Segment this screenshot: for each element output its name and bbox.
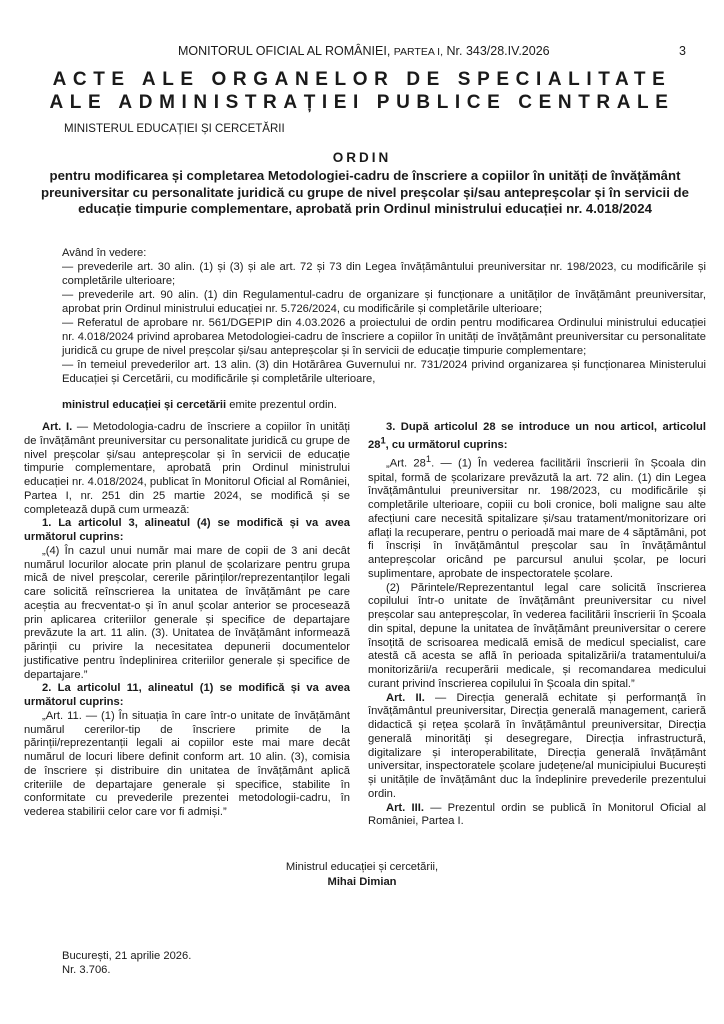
- preamble-intro: Având în vedere:: [62, 247, 147, 259]
- preamble-item: — prevederile art. 90 alin. (1) din Regulamentul-cadru de organizare și funcționare a unităților de învățământ preuniversitar, aprobat prin Ordinul ministrului educației nr. 5.726/2024, cu modificările și completările ulterioare;: [62, 289, 706, 315]
- preamble: [62, 246, 706, 386]
- article-2: Art. II. — Direcția generală echitate și performanță în învățământul preuniversitar, Direcția generală management, carieră didactică și rețea școlară în învățământul preuniversitar, Direcția generală minorități și desegregare, Direcția infrastructură, digitalizare și interoperabilitate, Direcția generală învățământ universitar, inspectoratele școlare județene/al municipiului București și unitățile de învățământ duc la îndeplinire prevederile prezentului ordin.: [368, 691, 706, 800]
- signatory-name: Mihai Dimian: [327, 876, 397, 888]
- signature-block: [0, 860, 724, 890]
- section-title-line-1: ACTE ALE ORGANELOR DE SPECIALITATE: [52, 69, 672, 90]
- issuing-ministry: MINISTERUL EDUCAȚIEI ȘI CERCETĂRII: [64, 123, 285, 135]
- point-1-heading: 1. La articolul 3, alineatul (4) se modifică și va avea următorul cuprins:: [24, 517, 350, 543]
- preamble-item: — în temeiul prevederilor art. 13 alin. (3) din Hotărârea Guvernului nr. 731/2024 privind organizarea și funcționarea Ministerului Educației și Cercetării, cu modificările și completările ulterioare,: [62, 359, 706, 385]
- order-number: Nr. 3.706.: [62, 964, 111, 976]
- right-column: [368, 421, 706, 829]
- gazette-title: MONITORUL OFICIAL AL ROMÂNIEI, PARTEA I, Nr. 343/28.IV.2026: [178, 44, 550, 58]
- point-2-heading: 2. La articolul 11, alineatul (1) se modifică și va avea următorul cuprins:: [24, 682, 350, 708]
- section-title-line-2: ALE ADMINISTRAȚIEI PUBLICE CENTRALE: [49, 92, 675, 113]
- left-column: [24, 421, 350, 820]
- place-date-block: [62, 949, 191, 977]
- point-1-text: „(4) În cazul unui număr mai mare de copii de 3 ani decât numărul locurilor alocate prin planul de școlarizare pentru grupa mică de nivel preșcolar, cererile părinților/reprezentanților legali care solicită reînscrierea la unitatea de învățământ pe care aceștia au frecventat-o și în anul școlar anterior se procesează prin aplicarea criteriilor generale și specifice de departajare prevăzute la art. 11 alin. (3). Unitatea de învățământ informează părinții cu privire la necesitatea depunerii documentelor justificative pentru îndeplinirea criteriilor generale și specifice de departajare.”: [24, 544, 350, 681]
- article-28-1-para-2: (2) Părintele/Reprezentantul legal care solicită înscrierea copilului într-o unitate de învățământ preuniversitar cu nivel preșcolar sau antepreșcolar, în vederea facilitării înscrierii în Școala din spital, depune la unitatea de învățământ preuniversitar o cerere însoțită de scrisoarea medicală emisă de medicul specialist, care atestă că acesta se află în perioada spitalizării/a tratamentului/a monitorizării/a recuperării medicale, și recomandarea medicului curant privind înscrierea copilului în Școala din spital.”: [368, 581, 706, 690]
- point-2-text: „Art. 11. — (1) În situația în care într-o unitate de învățământ numărul cererilor-tip de înscriere primite de la părinții/reprezentanții legali ai copiilor este mai mare decât numărul de locuri libere definit conform art. 10 alin. (3), comisia de înscriere și distribuire din unitatea de învățământ aplică criteriile de departajare generale și specifice, stabilite în conformitate cu prevederile prezentei metodologii-cadru, în vederea stabilirii celor care vor fi admiși.”: [24, 709, 350, 818]
- page-header: [0, 44, 724, 62]
- preamble-item: — Referatul de aprobare nr. 561/DGEPIP din 4.03.2026 a proiectului de ordin pentru modificarea Ordinului ministrului educației nr. 4.018/2024 privind aprobarea Metodologiei-cadru de înscriere a copiilor în unități de învățământ preuniversitar cu personalitate juridică cu grupe de nivel preșcolar și/sau antepreșcolar și în servicii de educație timpurie complementare;: [62, 317, 706, 357]
- emitter-line: ministrul educației și cercetării emite prezentul ordin.: [62, 399, 337, 411]
- order-title: pentru modificarea și completarea Metodologiei-cadru de înscriere a copiilor în unități de învățământ preuniversitar cu personalitate juridică cu grupe de nivel preșcolar și/sau antepreșcolar și în servicii de educație timpurie complementare, aprobată prin Ordinul ministrului educației nr. 4.018/2024: [41, 168, 689, 216]
- page-number: 3: [679, 44, 686, 58]
- point-3-heading: 3. După articolul 28 se introduce un nou articol, articolul $28^1$, cu următorul cuprins:: [368, 421, 706, 452]
- preamble-item: — prevederile art. 30 alin. (1) și (3) și ale art. 72 și 73 din Legea învățământului preuniversitar nr. 198/2023, cu modificările și completările ulterioare;: [62, 261, 706, 287]
- place-date: București, 21 aprilie 2026.: [62, 950, 192, 962]
- emitter-name: ministrul educației și cercetării: [62, 399, 227, 411]
- article-28-1: „Art. $28^1$. — (1) În vederea facilitării înscrierii în Școala din spital, formă de școlarizare prevăzută la art. 72 alin. (1) din Legea învățământului preuniversitar nr. 198/2023, cu modificările și completările ulterioare, copiii cu boli cronice, boli maligne sau alte afecțiuni care necesită spitalizare și/sau tratament/monitorizare ori aflați la recuperare, pentru o perioadă mai mare de 4 săptămâni, pot fi înscriși în învățământul preșcolar sau în învățământul antepreșcolar oricând pe parcursul anului școlar, pe locuri suplimentare, aprobate de inspectoratele școlare.: [368, 454, 706, 580]
- order-heading: ORDIN: [332, 150, 392, 165]
- article-1: Art. I. — Metodologia-cadru de înscriere a copiilor în unități de învățământ preuniversitar cu personalitate juridică cu grupe de nivel preșcolar și/sau antepreșcolar și în servicii de educație timpurie complementare, aprobată prin Ordinul ministrului educației nr. 4.018/2024, publicat în Monitorul Oficial al României, Partea I, nr. 251 din 25 martie 2024, se modifică și se completează după cum urmează:: [24, 421, 350, 516]
- article-3: Art. III. — Prezentul ordin se publică în Monitorul Oficial al României, Partea I.: [368, 801, 707, 828]
- signatory-title: Ministrul educației și cercetării,: [285, 861, 439, 873]
